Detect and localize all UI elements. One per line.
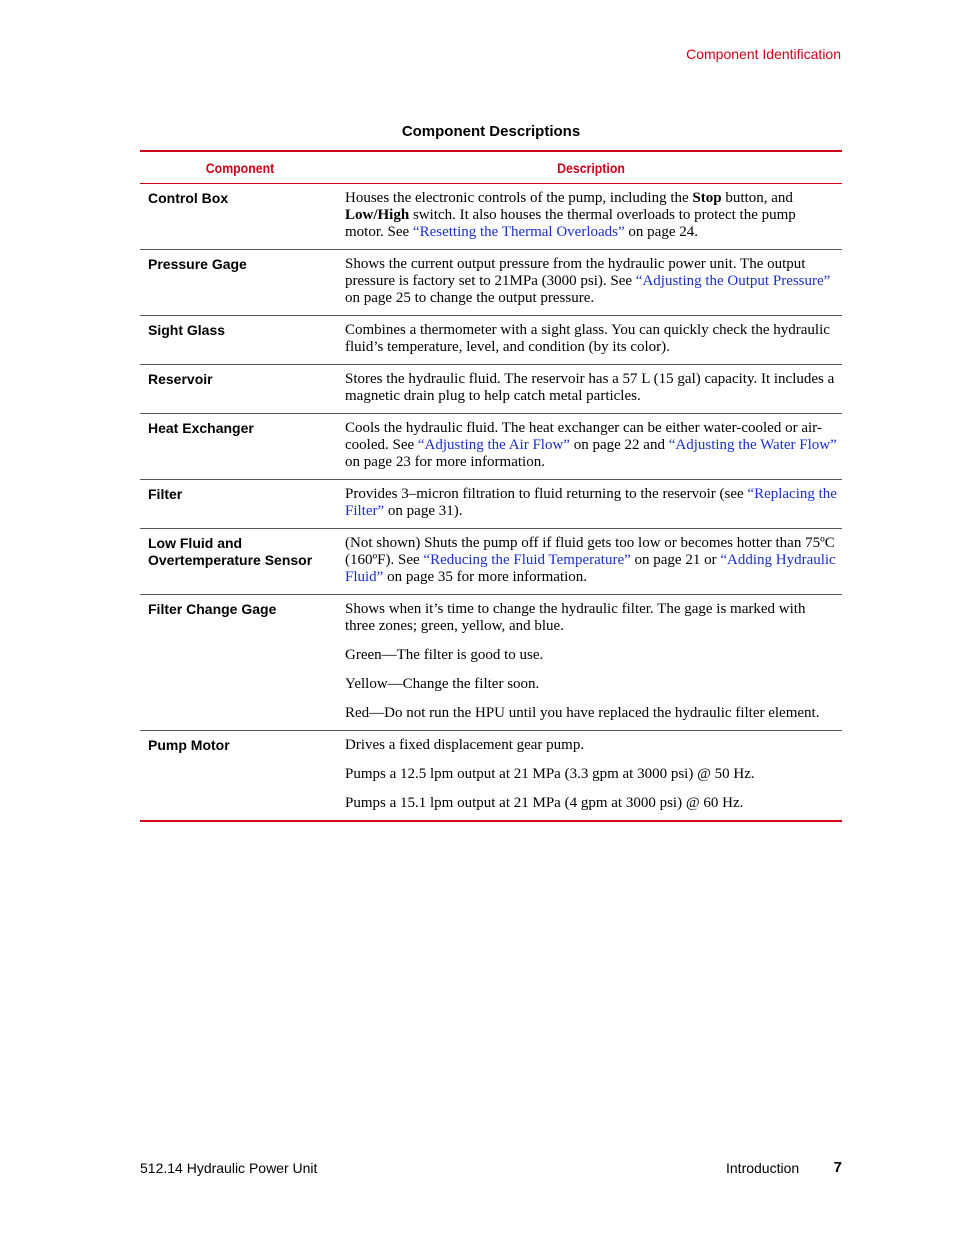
component-name: Control Box bbox=[148, 190, 229, 206]
component-description bbox=[340, 595, 842, 731]
description-text: Pumps a 12.5 lpm output at 21 MPa (3.3 gpm at 3000 psi) @ 50 Hz. bbox=[345, 766, 755, 782]
component-description bbox=[340, 316, 842, 365]
component-name: Heat Exchanger bbox=[148, 420, 254, 436]
running-header: Component Identification bbox=[686, 46, 841, 62]
component-name: Sight Glass bbox=[148, 322, 226, 338]
component-table-container bbox=[140, 150, 842, 822]
component-description bbox=[340, 250, 842, 316]
description-text: Cools the hydraulic fluid. The heat exchanger can be either water-cooled or air-cooled. See bbox=[345, 420, 822, 453]
table-row bbox=[140, 595, 842, 731]
description-text: (Not shown) Shuts the pump off if fluid gets too low or becomes hotter than 75ºC (160ºF). See bbox=[345, 535, 835, 568]
description-text: switch. It also houses the thermal overloads to protect the pump motor. See bbox=[345, 207, 796, 240]
description-paragraph bbox=[345, 486, 838, 520]
component-name: Reservoir bbox=[148, 371, 213, 387]
description-paragraph bbox=[345, 705, 838, 722]
component-description bbox=[340, 414, 842, 480]
description-text: Yellow—Change the filter soon. bbox=[345, 676, 540, 692]
component-description bbox=[340, 365, 842, 414]
table-row bbox=[140, 365, 842, 414]
component-descriptions-table bbox=[140, 150, 842, 822]
description-text: Green—The filter is good to use. bbox=[345, 647, 544, 663]
description-text: Red—Do not run the HPU until you have replaced the hydraulic filter element. bbox=[345, 705, 820, 721]
column-header-component: Component bbox=[205, 159, 275, 176]
description-text: Pumps a 15.1 lpm output at 21 MPa (4 gpm at 3000 psi) @ 60 Hz. bbox=[345, 795, 744, 811]
table-row bbox=[140, 316, 842, 365]
table-body bbox=[140, 184, 842, 822]
description-text: button, and bbox=[721, 190, 793, 206]
description-paragraph bbox=[345, 766, 838, 783]
description-paragraph bbox=[345, 795, 838, 812]
bold-term: Stop bbox=[692, 190, 722, 206]
description-text: on page 23 for more information. bbox=[345, 454, 545, 470]
description-paragraph bbox=[345, 535, 838, 586]
cross-reference-link[interactable]: “Adjusting the Output Pressure” bbox=[635, 273, 831, 289]
table-row bbox=[140, 480, 842, 529]
footer-chapter: Introduction bbox=[726, 1160, 800, 1176]
table-row bbox=[140, 250, 842, 316]
description-text: Shows the current output pressure from the hydraulic power unit. The output pressure is factory set to 21MPa (3000 psi). See bbox=[345, 256, 806, 289]
description-paragraph bbox=[345, 601, 838, 635]
table-header-row bbox=[140, 151, 842, 184]
page-number: 7 bbox=[833, 1159, 842, 1176]
cross-reference-link[interactable]: “Replacing the Filter” bbox=[345, 486, 837, 519]
description-paragraph bbox=[345, 647, 838, 664]
component-name: Filter Change Gage bbox=[148, 601, 277, 617]
description-text: Drives a fixed displacement gear pump. bbox=[345, 737, 585, 753]
description-paragraph bbox=[345, 676, 838, 693]
cross-reference-link[interactable]: “Adjusting the Air Flow” bbox=[417, 437, 570, 453]
description-paragraph bbox=[345, 737, 838, 754]
cross-reference-link[interactable]: “Reducing the Fluid Temperature” bbox=[423, 552, 631, 568]
description-text: on page 35 for more information. bbox=[383, 569, 588, 585]
component-name: Filter bbox=[148, 486, 183, 502]
component-description bbox=[340, 480, 842, 529]
table-row bbox=[140, 184, 842, 250]
cross-reference-link[interactable]: “Resetting the Thermal Overloads” bbox=[412, 224, 625, 240]
description-paragraph bbox=[345, 420, 838, 471]
column-header-description: Description bbox=[557, 159, 625, 176]
component-description bbox=[340, 184, 842, 250]
description-paragraph bbox=[345, 256, 838, 307]
description-paragraph bbox=[345, 371, 838, 405]
description-text: Houses the electronic controls of the pump, including the bbox=[345, 190, 693, 206]
description-text: on page 24. bbox=[624, 224, 698, 240]
description-paragraph bbox=[345, 190, 838, 241]
component-name: Pressure Gage bbox=[148, 256, 247, 272]
footer-product: 512.14 Hydraulic Power Unit bbox=[140, 1160, 318, 1176]
component-name: Low Fluid and Overtemperature Sensor bbox=[148, 535, 313, 568]
description-text: on page 25 to change the output pressure. bbox=[345, 290, 595, 306]
description-text: on page 21 or bbox=[630, 552, 721, 568]
description-text: Provides 3–micron filtration to fluid returning to the reservoir (see bbox=[345, 486, 748, 502]
description-text: on page 31). bbox=[384, 503, 463, 519]
description-paragraph bbox=[345, 322, 838, 356]
component-name: Pump Motor bbox=[148, 737, 230, 753]
cross-reference-link[interactable]: “Adding Hydraulic Fluid” bbox=[345, 552, 836, 585]
description-text: on page 22 and bbox=[569, 437, 669, 453]
table-row bbox=[140, 414, 842, 480]
bold-term: Low/High bbox=[345, 207, 410, 223]
description-text: Stores the hydraulic fluid. The reservoir has a 57 L (15 gal) capacity. It includes a magnetic drain plug to help catch metal particles. bbox=[345, 371, 835, 404]
table-title: Component Descriptions bbox=[401, 123, 581, 140]
table-row bbox=[140, 529, 842, 595]
table-row bbox=[140, 731, 842, 822]
description-text: Combines a thermometer with a sight glass. You can quickly check the hydraulic fluid’s temperature, level, and condition (by its color). bbox=[345, 322, 830, 355]
cross-reference-link[interactable]: “Adjusting the Water Flow” bbox=[668, 437, 837, 453]
component-description bbox=[340, 731, 842, 822]
description-text: Shows when it’s time to change the hydraulic filter. The gage is marked with three zones; green, yellow, and blue. bbox=[345, 601, 806, 634]
component-description bbox=[340, 529, 842, 595]
